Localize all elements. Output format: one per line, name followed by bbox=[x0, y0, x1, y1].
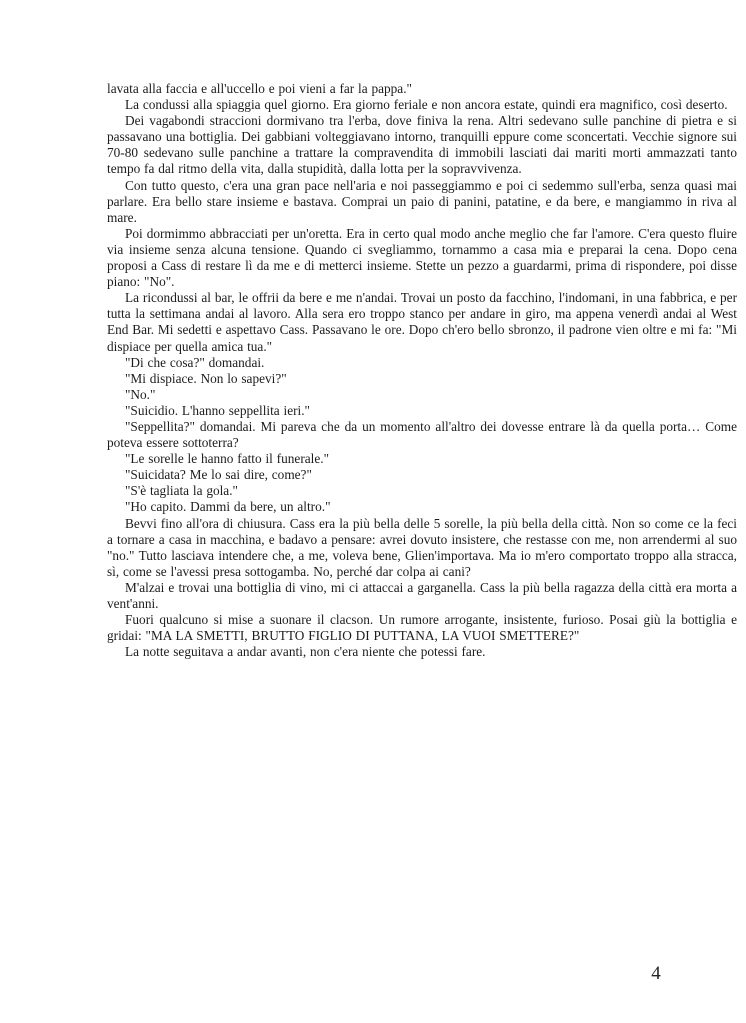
paragraph: La ricondussi al bar, le offrii da bere e me n'andai. Trovai un posto da facchino, l'indomani, in una fabbrica, e per tutta la settimana andai al lavoro. Alla sera ero troppo stanco per andare in giro, ma appena venerdì andai al West End Bar. Mi sedetti e aspettavo Cass. Passavano le ore. Dopo ch'ero bello sbronzo, il padrone vien oltre e mi fa: "Mi dispiace per quella amica tua." bbox=[107, 290, 737, 354]
paragraph: "Suicidio. L'hanno seppellita ieri." bbox=[125, 402, 310, 418]
paragraph: M'alzai e trovai una bottiglia di vino, mi ci attaccai a garganella. Cass la più bella ragazza della città era morta a vent'anni. bbox=[107, 579, 737, 611]
paragraph: "Di che cosa?" domandai. bbox=[125, 354, 265, 370]
paragraph: La condussi alla spiaggia quel giorno. Era giorno feriale e non ancora estate, quindi era magnifico, così deserto. bbox=[125, 97, 728, 113]
paragraph: "S'è tagliata la gola." bbox=[125, 483, 238, 499]
paragraph: "Ho capito. Dammi da bere, un altro." bbox=[125, 499, 331, 515]
page-text bbox=[107, 81, 737, 660]
paragraph: "No." bbox=[125, 386, 156, 402]
paragraph: lavata alla faccia e all'uccello e poi vieni a far la pappa." bbox=[107, 81, 412, 96]
paragraph: Poi dormimmo abbracciati per un'oretta. Era in certo qual modo anche meglio che far l'amore. C'era questo fluire via insieme senza alcuna tensione. Quando ci svegliammo, tornammo a casa mia e preparai la cena. Dopo cena proposi a Cass di restare lì da me e di metterci insieme. Stette un pezzo a guardarmi, prima di rispondere, poi disse piano: "No". bbox=[107, 225, 737, 290]
page-number: 4 bbox=[651, 963, 661, 984]
paragraph: Con tutto questo, c'era una gran pace nell'aria e noi passeggiammo e poi ci sedemmo sull'erba, senza quasi mai parlare. Era bello stare insieme e bastava. Comprai un paio di panini, patatine, e da bere, e mangiammo in riva al mare. bbox=[107, 177, 737, 225]
paragraph: Dei vagabondi straccioni dormivano tra l'erba, dove finiva la rena. Altri sedevano sulle panchine di pietra e si passavano una bottiglia. Dei gabbiani volteggiavano intorno, tranquilli eppure come sconcertati. Vecchie signore sui 70-80 sedevano sulle panchine a trattare la compravendita di immobili lasciati dai mariti morti ammazzati tanto tempo fa dal ritmo della vita, dalla stupidità, dalla lotta per la sopravvivenza. bbox=[107, 113, 737, 177]
paragraph: "Seppellita?" domandai. Mi pareva che da un momento all'altro dei dovesse entrare là da quella porta… Come poteva essere sottoterra? bbox=[107, 418, 737, 451]
paragraph: "Suicidata? Me lo sai dire, come?" bbox=[125, 467, 312, 483]
paragraph: "Mi dispiace. Non lo sapevi?" bbox=[125, 370, 287, 386]
paragraph: Bevvi fino all'ora di chiusura. Cass era la più bella delle 5 sorelle, la più bella della città. Non so come ce la feci a tornare a casa in macchina, e badavo a pensare: avrei dovuto insistere, che restasse con me, non arrendermi al suo "no." Tutto lasciava intendere che, a me, voleva bene, Glien'importava. Ma io m'ero comportato troppo alla stracca, sì, come se l'avessi presa sottogamba. No, perché dar colpa ai cani? bbox=[107, 515, 737, 579]
paragraph: "Le sorelle le hanno fatto il funerale." bbox=[125, 451, 329, 467]
paragraph: La notte seguitava a andar avanti, non c'era niente che potessi fare. bbox=[125, 644, 486, 660]
paragraph: Fuori qualcuno si mise a suonare il clacson. Un rumore arrogante, insistente, furioso. Posai giù la bottiglia e gridai: "MA LA SMETTI, BRUTTO FIGLIO DI PUTTANA, LA VUOI SMETTERE?" bbox=[107, 612, 737, 644]
